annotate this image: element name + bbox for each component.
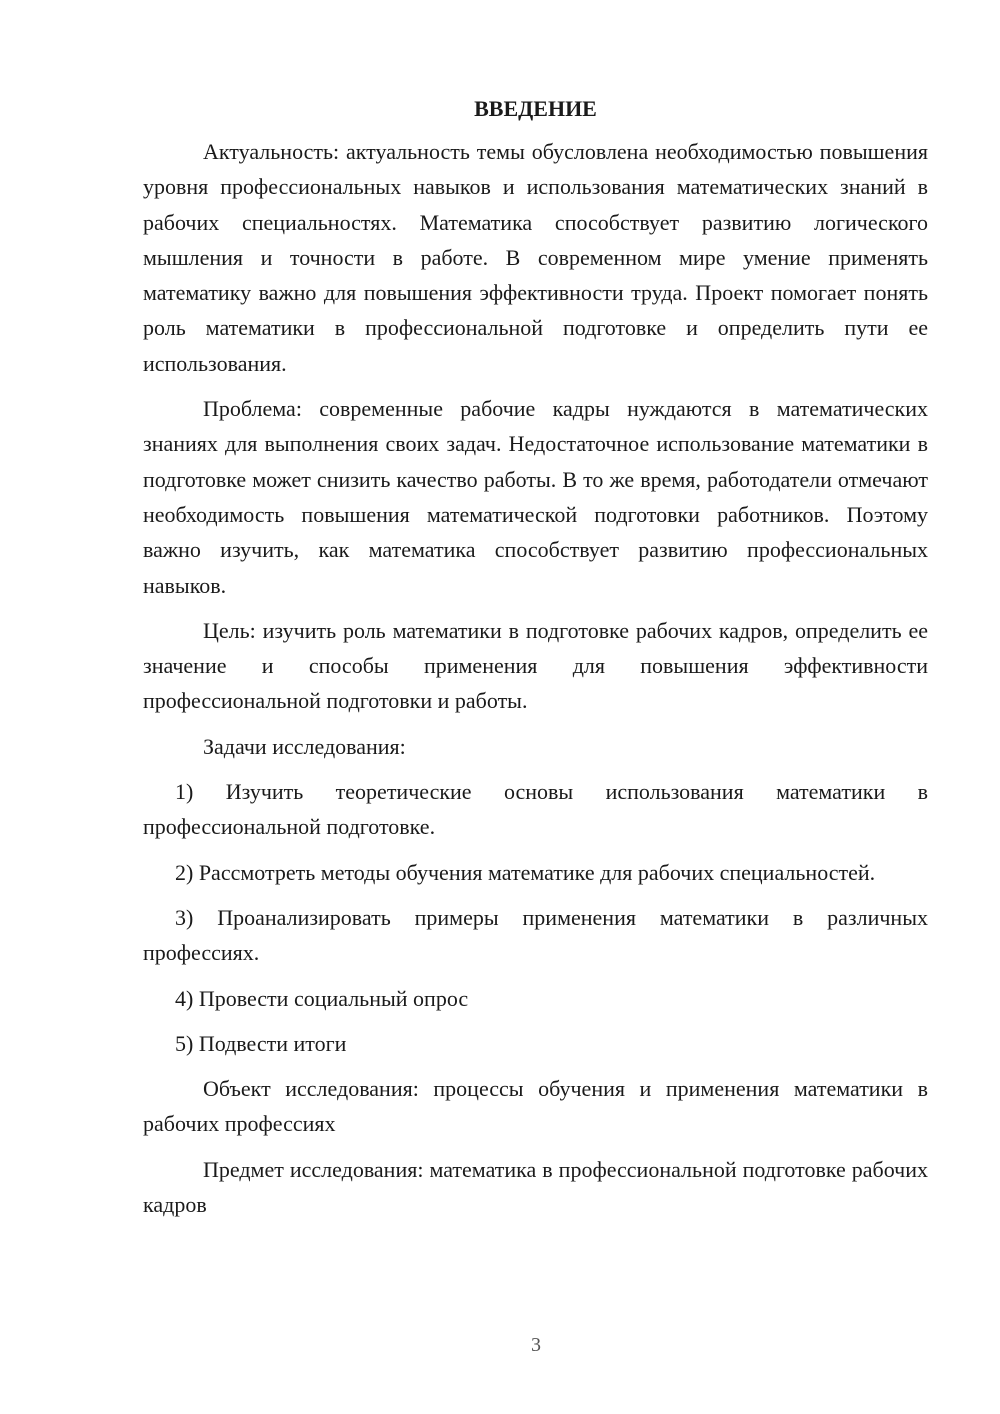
task-item-1: 1) Изучить теоретические основы использования математики в профессиональной подготовке. (143, 779, 928, 840)
task-item-4: 4) Провести социальный опрос (175, 985, 469, 1011)
goal-paragraph: Цель: изучить роль математики в подготовке рабочих кадров, определить ее значение и способы применения для повышения эффективности профессиональной подготовки и работы. (143, 617, 928, 714)
relevance-paragraph: Актуальность: актуальность темы обусловлена необходимостью повышения уровня профессиональных навыков и использования математических знаний в рабочих специальностях. Математика способствует развитию логического мышления и точности в работе. В современном мире умение применять математику важно для повышения эффективности труда. Проект помогает понять роль математики в профессиональной подготовке и определить пути ее использования. (143, 139, 928, 376)
tasks-heading: Задачи исследования: (203, 733, 406, 759)
task-item-2: 2) Рассмотреть методы обучения математике для рабочих специальностей. (175, 859, 876, 885)
task-item-5: 5) Подвести итоги (175, 1030, 347, 1056)
task-item-3: 3) Проанализировать примеры применения математики в различных профессиях. (143, 904, 928, 966)
page-number: 3 (531, 1334, 541, 1356)
problem-paragraph: Проблема: современные рабочие кадры нуждаются в математических знаниях для выполнения своих задач. Недостаточное использование математики в подготовке может снизить качество работы. В то же время, работодатели отмечают необходимость повышения математической подготовки работников. Поэтому важно изучить, как математика способствует развитию профессиональных навыков. (143, 396, 928, 598)
research-subject-paragraph: Предмет исследования: математика в профессиональной подготовке рабочих кадров (143, 1156, 928, 1218)
research-object-paragraph: Объект исследования: процессы обучения и применения математики в рабочих профессиях (143, 1076, 928, 1137)
page-content (143, 94, 928, 1232)
section-title: ВВЕДЕНИЕ (474, 96, 597, 121)
